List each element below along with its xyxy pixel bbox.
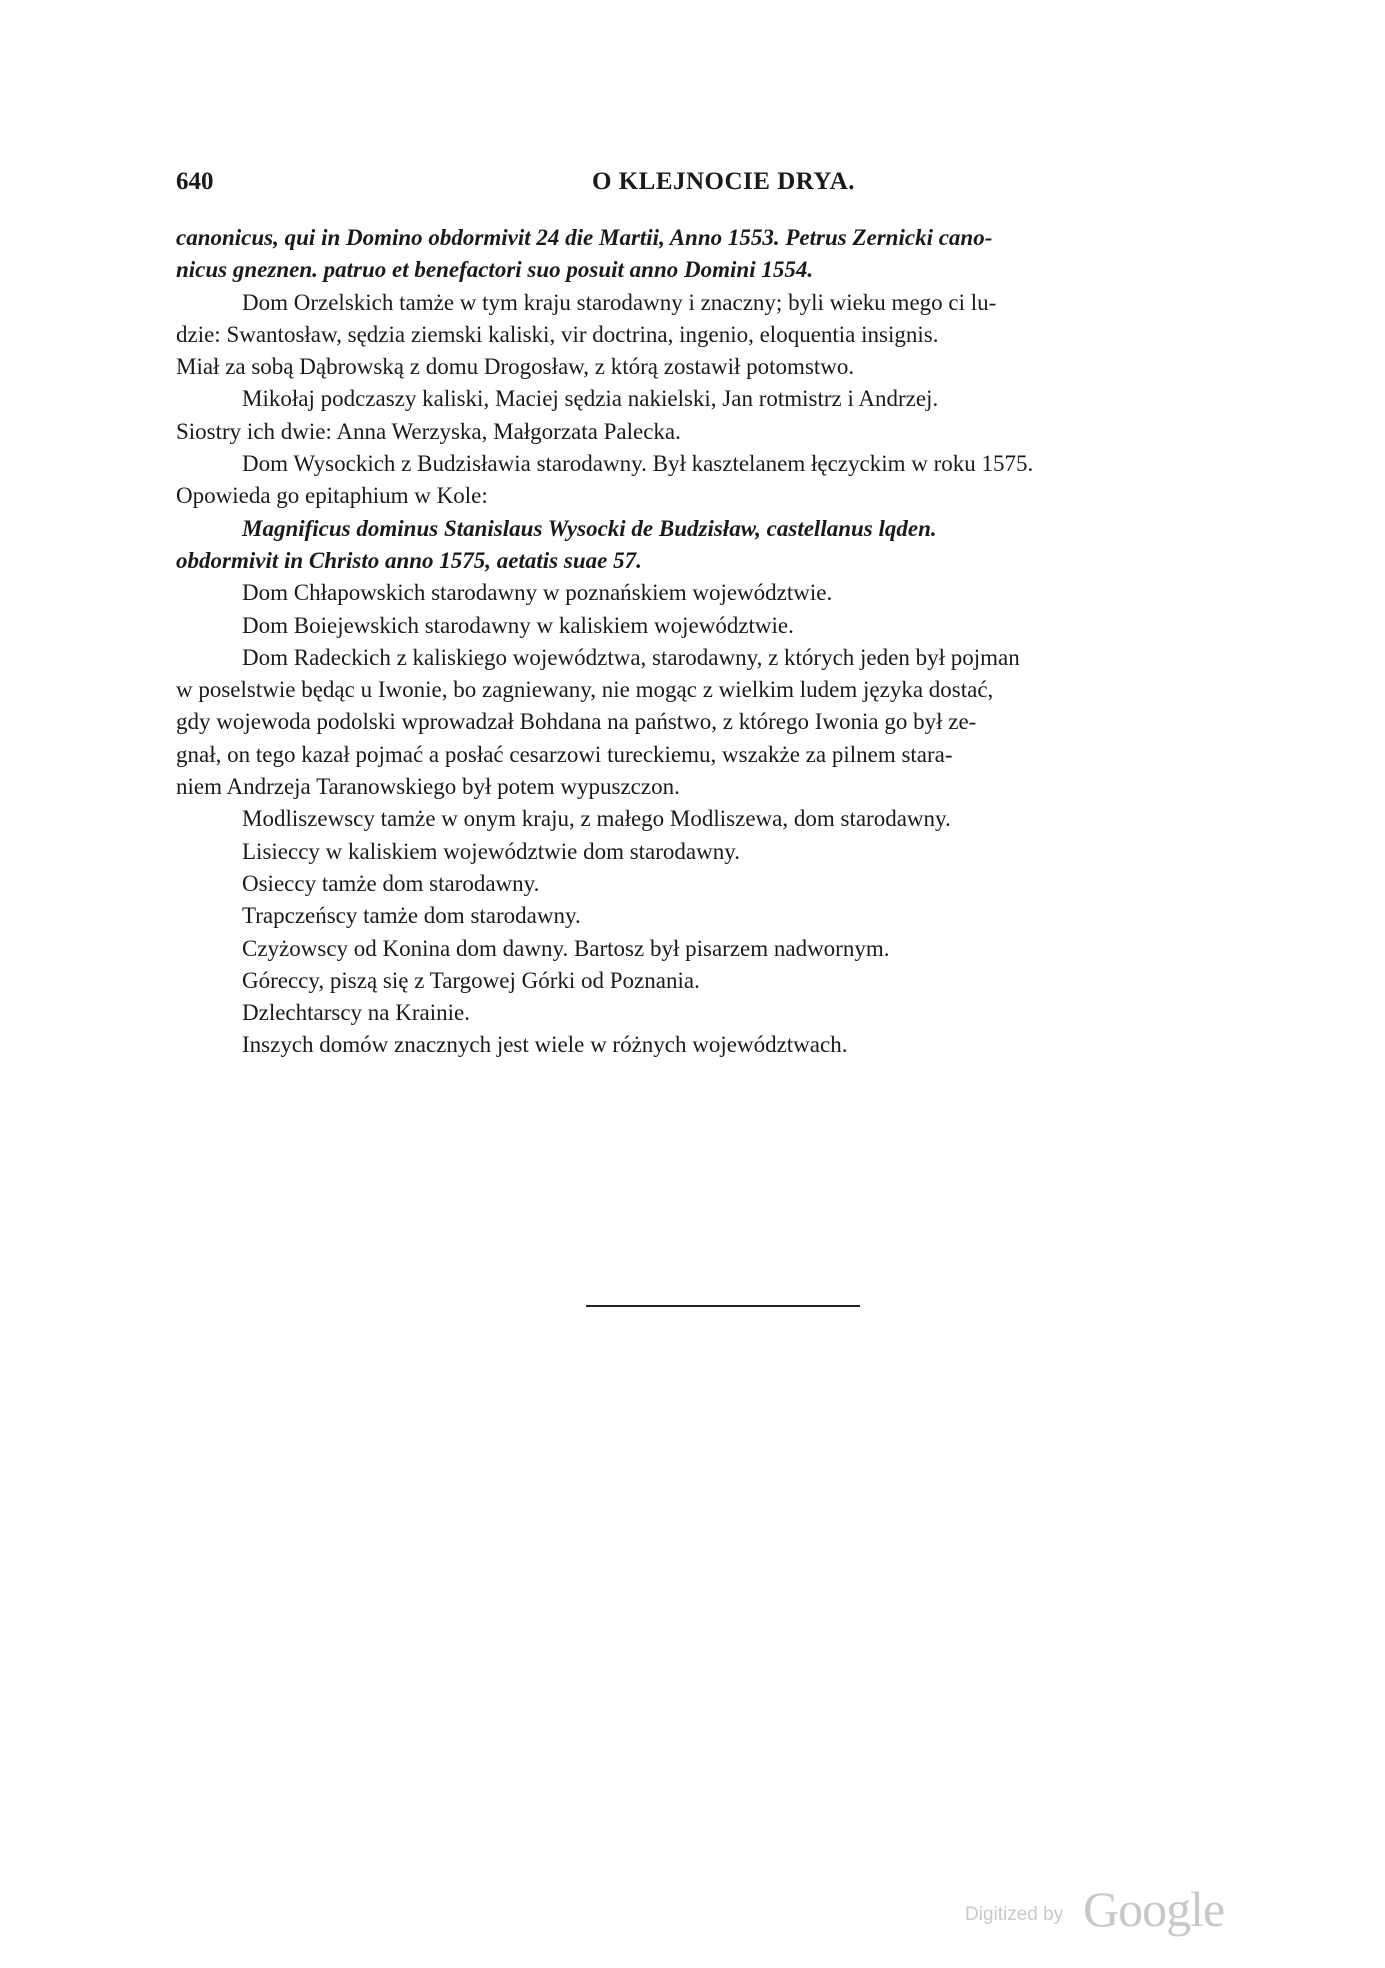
text-line: Dom Wysockich z Budzisławia starodawny. Był kasztelanem łęczyckim w roku 1575. [242,451,1034,477]
page-number: 640 [176,168,214,195]
text-line: Góreccy, piszą się z Targowej Górki od Poznania. [242,967,700,993]
text-line: Opowieda go epitaphium w Kole: [176,483,488,509]
text-line: obdormivit in Christo anno 1575, aetatis suae 57. [176,547,642,573]
text-line: Dom Radeckich z kaliskiego województwa, starodawny, z których jeden był pojman [242,644,1020,670]
text-line: Czyżowscy od Konina dom dawny. Bartosz był pisarzem nadwornym. [242,935,890,961]
text-line: Dom Chłapowskich starodawny w poznańskiem województwie. [242,580,833,606]
text-line: dzie: Swantosław, sędzia ziemski kaliski, vir doctrina, ingenio, eloquentia insignis. [176,321,939,347]
text-line: Miał za sobą Dąbrowską z domu Drogosław, z którą zostawił potomstwo. [176,354,855,380]
text-line: nicus gneznen. patruo et benefactori suo posuit anno Domini 1554. [176,257,814,283]
text-line: Inszych domów znacznych jest wiele w różnych województwach. [242,1032,848,1058]
watermark-brand: Google [1083,1881,1225,1937]
running-title: O KLEJNOCIE DRYA. [592,168,855,195]
text-line: Siostry ich dwie: Anna Werzyska, Małgorzata Palecka. [176,418,681,444]
text-line: Magnificus dominus Stanislaus Wysocki de Budzisław, castellanus lqden. [242,515,937,541]
text-line: gdy wojewoda podolski wprowadzał Bohdana na państwo, z którego Iwonia go był ze- [176,709,977,735]
text-line: Trapczeńscy tamże dom starodawny. [242,903,581,929]
text-line: Lisieccy w kaliskiem województwie dom starodawny. [242,838,740,864]
digitization-watermark [965,1880,1255,1936]
text-line: Mikołaj podczaszy kaliski, Maciej sędzia nakielski, Jan rotmistrz i Andrzej. [242,386,939,412]
text-line: gnał, on tego kazał pojmać a posłać cesarzowi tureckiemu, wszakże za pilnem stara- [176,741,953,767]
text-line: Dom Boiejewskich starodawny w kaliskiem województwie. [242,612,794,638]
watermark-prefix: Digitized by [965,1904,1064,1925]
text-line: w poselstwie będąc u Iwonie, bo zagniewany, nie mogąc z wielkim ludem języka dostać, [176,677,994,703]
text-line: niem Andrzeja Taranowskiego był potem wypuszczon. [176,774,680,800]
body-text [176,222,1271,1062]
text-line: Dzlechtarscy na Krainie. [242,1000,470,1026]
text-line: canonicus, qui in Domino obdormivit 24 die Martii, Anno 1553. Petrus Zernicki cano- [176,225,993,250]
text-line: Dom Orzelskich tamże w tym kraju starodawny i znaczny; byli wieku mego ci lu- [242,289,997,315]
end-divider-rule [586,1305,860,1307]
text-line: Modliszewscy tamże w onym kraju, z małego Modliszewa, dom starodawny. [242,806,951,832]
text-line: Osieccy tamże dom starodawny. [242,870,540,896]
page-header [176,168,1271,204]
